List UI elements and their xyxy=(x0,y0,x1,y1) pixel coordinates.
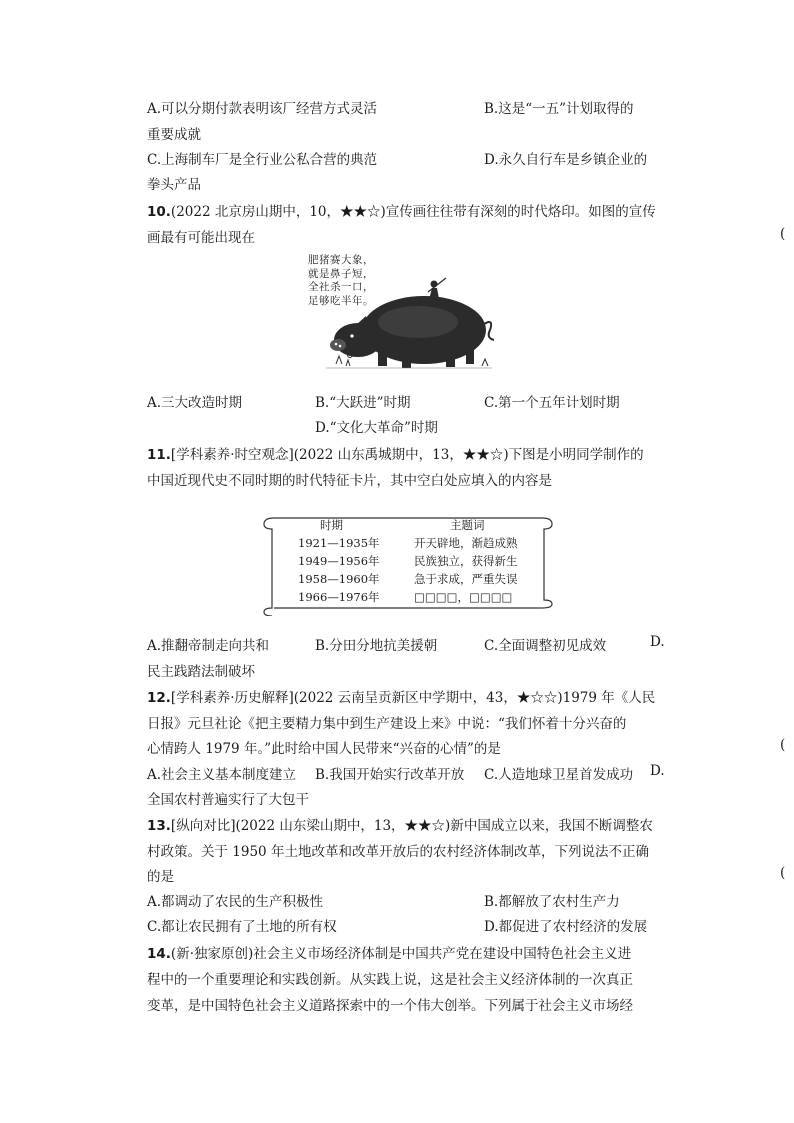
card-row-theme: 急于求成，严重失误 xyxy=(414,572,518,586)
q10-option-a: A.三大改造时期 xyxy=(147,395,243,411)
q12-stem-line-2: 日报》元旦社论《把主要精力集中到生产建设上来》中说：“我们怀着十分兴奋的 xyxy=(147,716,627,732)
q12-stem-line-3: 心情跨人 1979 年。”此时给中国人民带来“兴奋的心情”的是 xyxy=(147,741,501,757)
q14-number: 14. xyxy=(147,946,171,962)
q13-option-a: A.都调动了农民的生产积极性 xyxy=(147,894,324,910)
q12-option-d-continued: 全国农村普遍实行了大包干 xyxy=(147,792,309,808)
q9-option-d-continued: 拳头产品 xyxy=(147,177,201,193)
pig-drawing xyxy=(306,252,496,376)
q11-option-b: B.分田分地抗美援朝 xyxy=(315,638,438,654)
poster-slogan-line: 全社杀一口， xyxy=(308,281,374,293)
q12-stem-line-1 xyxy=(147,686,655,706)
q11-option-a: A.推翻帝制走向共和 xyxy=(147,638,270,654)
q9-option-b-continued: 重要成就 xyxy=(147,127,201,143)
q11-stem-line-1 xyxy=(147,443,644,463)
q11-option-d: D. xyxy=(650,634,665,650)
q10-answer-paren: ( xyxy=(780,226,786,242)
q12-option-b: B.我国开始实行改革开放 xyxy=(315,767,465,783)
q12-stem-text: [学科素养·历史解释](2022 云南呈贡新区中学期中，43，★☆☆)1979 年《人民 xyxy=(170,690,656,706)
q10-option-b: B.“大跃进”时期 xyxy=(315,395,411,411)
q10-option-c: C.第一个五年计划时期 xyxy=(484,395,620,411)
era-feature-card xyxy=(262,512,554,616)
q10-stem-text: (2022 北京房山期中，10，★★☆)宣传画往往带有深刻的时代烙印。如图的宣传 xyxy=(170,204,656,220)
q11-option-d-continued: 民主践踏法制破坏 xyxy=(147,664,255,680)
card-row-theme: 民族独立，获得新生 xyxy=(414,554,518,568)
q12-answer-paren: ( xyxy=(780,737,786,753)
q10-stem-line-1 xyxy=(147,200,656,220)
card-row-period: 1958—1960年 xyxy=(298,572,380,586)
card-row-period: 1949—1956年 xyxy=(298,554,380,568)
card-row-theme-blank: □□□□，□□□□ xyxy=(414,590,513,604)
card-header-period: 时期 xyxy=(320,518,343,532)
poster-slogan-line: 就是鼻子短， xyxy=(308,267,374,280)
q12-option-d: D. xyxy=(650,763,665,779)
card-row-period: 1966—1976年 xyxy=(298,590,380,604)
card-header-theme: 主题词 xyxy=(450,518,485,532)
q10-number: 10. xyxy=(147,204,171,220)
q11-number: 11. xyxy=(147,447,171,463)
q9-option-c: C.上海制车厂是全行业公私合营的典范 xyxy=(147,152,378,168)
q13-option-c: C.都让农民拥有了土地的所有权 xyxy=(147,919,337,935)
q12-option-a: A.社会主义基本制度建立 xyxy=(147,767,297,783)
card-row-period: 1921—1935年 xyxy=(298,536,380,550)
q10-stem-line-2: 画最有可能出现在 xyxy=(147,230,255,246)
q11-option-c: C.全面调整初见成效 xyxy=(484,638,607,654)
q13-stem-text: [纵向对比](2022 山东梁山期中，13，★★☆)新中国成立以来，我国不断调整农 xyxy=(170,818,653,834)
q13-stem-line-2: 村政策。关于 1950 年土地改革和改革开放后的农村经济体制改革，下列说法不正确 xyxy=(147,844,649,860)
poster-slogan-line: 肥猪赛大象， xyxy=(308,254,374,266)
q14-stem-line-2: 程中的一个重要理论和实践创新。从实践上说，这是社会主义经济体制的一次真正 xyxy=(147,972,633,988)
q11-stem-line-2: 中国近现代史不同时期的时代特征卡片，其中空白处应填入的内容是 xyxy=(147,473,552,489)
q9-option-d: D.永久自行车是乡镇企业的 xyxy=(484,152,648,168)
q14-stem-line-3: 变革，是中国特色社会主义道路探索中的一个伟大创举。下列属于社会主义市场经 xyxy=(147,998,633,1014)
poster-slogan-line: 足够吃半年。 xyxy=(308,294,374,307)
q13-option-d: D.都促进了农村经济的发展 xyxy=(484,919,648,935)
q12-option-c: C.人造地球卫星首发成功 xyxy=(484,767,634,783)
q10-option-d: D.“文化大革命”时期 xyxy=(315,420,438,436)
propaganda-poster-image xyxy=(306,252,496,376)
q12-number: 12. xyxy=(147,690,171,706)
q13-stem-line-1 xyxy=(147,814,653,834)
q14-stem-text: (新·独家原创)社会主义市场经济体制是中国共产党在建设中国特色社会主义进 xyxy=(170,946,632,962)
q9-option-a: A.可以分期付款表明该厂经营方式灵活 xyxy=(147,101,378,117)
q13-number: 13. xyxy=(147,818,171,834)
q14-stem-line-1 xyxy=(147,942,631,962)
card-row-theme: 开天辟地，渐趋成熟 xyxy=(414,536,518,550)
q13-answer-paren: ( xyxy=(780,865,786,881)
q13-option-b: B.都解放了农村生产力 xyxy=(484,894,620,910)
q11-stem-text: [学科素养·时空观念](2022 山东禹城期中，13，★★☆)下图是小明同学制作的 xyxy=(170,447,644,463)
q9-option-b: B.这是“一五”计划取得的 xyxy=(484,101,634,117)
q13-stem-line-3: 的是 xyxy=(147,869,174,885)
